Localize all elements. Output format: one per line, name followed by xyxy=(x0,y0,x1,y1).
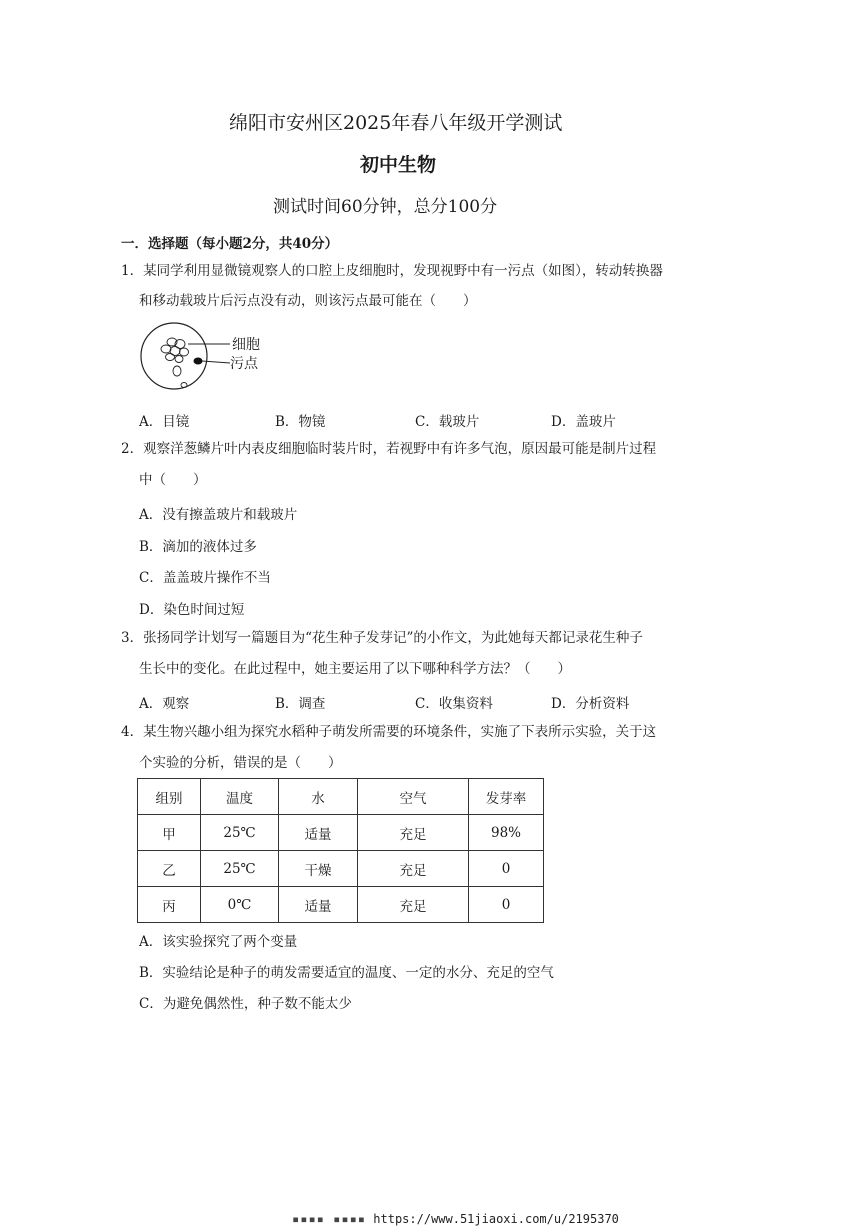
q4-line2: 个实验的分析，错误的是（ ） xyxy=(139,755,342,771)
dirt-spot xyxy=(194,358,203,365)
table-header: 组别 xyxy=(138,779,201,815)
table-cell: 充足 xyxy=(358,851,469,887)
q1-line1: 1．某同学利用显微镜观察人的口腔上皮细胞时，发现视野中有一污点（如图），转动转换器 xyxy=(121,263,663,279)
microscope-field-figure xyxy=(130,322,280,394)
exam-title: 绵阳市安州区2025年春八年级开学测试 xyxy=(229,112,563,134)
table-cell: 适量 xyxy=(279,815,358,851)
footer-watermark xyxy=(292,1212,619,1226)
q3-option-a: A．观察 xyxy=(139,696,190,712)
q4-option-c: C．为避免偶然性，种子数不能太少 xyxy=(139,996,352,1012)
table-header: 发芽率 xyxy=(469,779,544,815)
table-cell: 0 xyxy=(469,851,544,887)
q2-option-a: A．没有擦盖玻片和载玻片 xyxy=(139,507,298,523)
q2-line2: 中（ ） xyxy=(139,472,207,488)
exam-meta: 测试时间60分钟，总分100分 xyxy=(273,197,498,217)
table-cell: 0℃ xyxy=(201,887,279,923)
label-spot: 污点 xyxy=(230,356,258,372)
q2-line1: 2．观察洋葱鳞片叶内表皮细胞临时装片时，若视野中有许多气泡，原因最可能是制片过程 xyxy=(121,441,657,457)
label-cell: 细胞 xyxy=(232,337,260,353)
q4-option-a: A．该实验探究了两个变量 xyxy=(139,934,298,950)
table-cell: 甲 xyxy=(138,815,201,851)
q3-line1: 3．张扬同学计划写一篇题目为“花生种子发芽记”的小作文，为此她每天都记录花生种子 xyxy=(121,630,643,646)
q2-option-d: D．染色时间过短 xyxy=(139,602,245,618)
table-cell: 25℃ xyxy=(201,815,279,851)
table-header: 空气 xyxy=(358,779,469,815)
experiment-table xyxy=(137,778,544,923)
footer-dots: ▪▪▪▪ ▪▪▪▪ xyxy=(292,1212,367,1226)
q1-option-a: A．目镜 xyxy=(139,414,190,430)
table-row xyxy=(138,851,544,887)
q4-option-b: B．实验结论是种子的萌发需要适宜的温度、一定的水分、充足的空气 xyxy=(139,965,554,981)
subject-title: 初中生物 xyxy=(360,154,437,176)
table-row xyxy=(138,815,544,851)
table-cell: 98% xyxy=(469,815,544,851)
table-cell: 干燥 xyxy=(279,851,358,887)
footer-url[interactable]: https://www.51jiaoxi.com/u/2195370 xyxy=(373,1212,619,1226)
q3-option-b: B．调查 xyxy=(275,696,326,712)
q2-option-b: B．滴加的液体过多 xyxy=(139,539,257,555)
table-cell: 乙 xyxy=(138,851,201,887)
cell-cluster xyxy=(161,338,189,388)
table-header: 温度 xyxy=(201,779,279,815)
q4-line1: 4．某生物兴趣小组为探究水稻种子萌发所需要的环境条件，实施了下表所示实验，关于这 xyxy=(121,724,657,740)
q1-option-c: C．载玻片 xyxy=(415,414,480,430)
q2-option-c: C．盖盖玻片操作不当 xyxy=(139,570,271,586)
section-heading: 一．选择题（每小题2分，共40分） xyxy=(121,236,339,252)
table-header: 水 xyxy=(279,779,358,815)
q1-line2: 和移动载玻片后污点没有动，则该污点最可能在（ ） xyxy=(139,293,477,309)
table-cell: 充足 xyxy=(358,887,469,923)
table-header-row xyxy=(138,779,544,815)
table-row xyxy=(138,887,544,923)
q1-option-b: B．物镜 xyxy=(275,414,326,430)
table-cell: 25℃ xyxy=(201,851,279,887)
table-cell: 丙 xyxy=(138,887,201,923)
q3-line2: 生长中的变化。在此过程中，她主要运用了以下哪种科学方法？（ ） xyxy=(139,661,571,677)
table-cell: 充足 xyxy=(358,815,469,851)
table-cell: 0 xyxy=(469,887,544,923)
q3-option-c: C．收集资料 xyxy=(415,696,493,712)
q1-option-d: D．盖玻片 xyxy=(551,414,616,430)
q3-option-d: D．分析资料 xyxy=(551,696,630,712)
table-cell: 适量 xyxy=(279,887,358,923)
